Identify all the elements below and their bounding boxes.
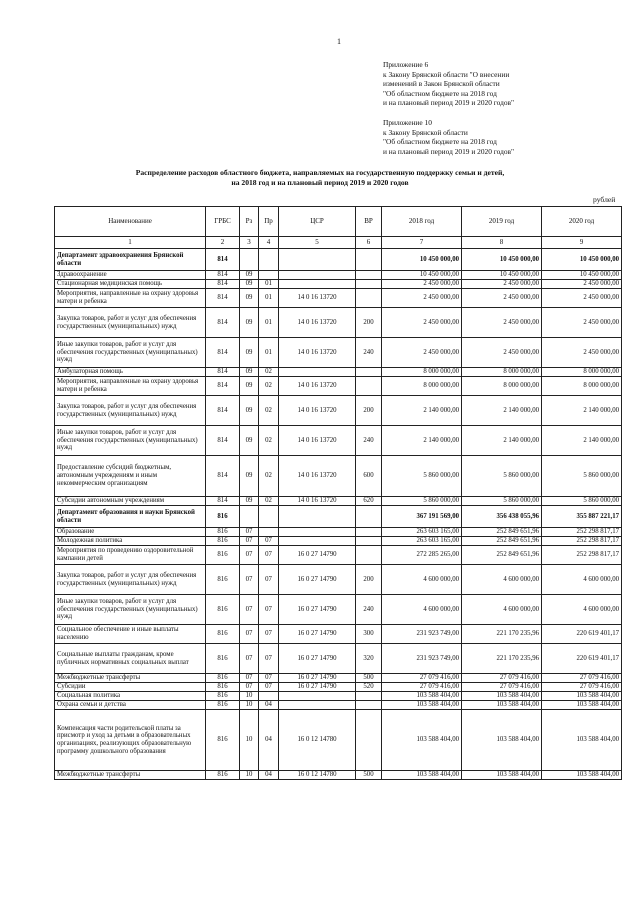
amount-2018: 2 450 000,00 [382, 308, 462, 338]
expense-type-code [356, 701, 382, 710]
amount-2020: 2 450 000,00 [542, 308, 622, 338]
row-name: Мероприятия, направленные на охрану здоровья матери и ребенка [55, 289, 206, 308]
row-name: Социальная политика [55, 692, 206, 701]
amount-2018: 231 923 749,00 [382, 644, 462, 674]
amount-2018: 2 450 000,00 [382, 338, 462, 368]
amount-2020: 103 588 404,00 [542, 701, 622, 710]
amount-2018: 10 450 000,00 [382, 249, 462, 271]
section-code: 09 [240, 338, 259, 368]
subsection-code: 02 [259, 497, 279, 506]
header-cell: ЦСР [279, 207, 356, 237]
table-row [55, 497, 622, 506]
column-number: 1 [55, 237, 206, 249]
amount-2019: 103 588 404,00 [462, 771, 542, 780]
expense-type-code: 200 [356, 308, 382, 338]
section-code: 09 [240, 368, 259, 377]
amount-2019: 27 079 416,00 [462, 674, 542, 683]
row-name: Молодежная политика [55, 537, 206, 546]
table-row [55, 528, 622, 537]
table-row [55, 249, 622, 271]
section-code: 07 [240, 625, 259, 644]
row-name: Закупка товаров, работ и услуг для обеспечения государственных (муниципальных) нужд [55, 565, 206, 595]
amount-2019: 2 450 000,00 [462, 280, 542, 289]
amount-2020: 252 298 817,17 [542, 537, 622, 546]
target-article-code: 16 0 27 14790 [279, 683, 356, 692]
subsection-code: 01 [259, 289, 279, 308]
amount-2019: 252 849 651,96 [462, 537, 542, 546]
amount-2020: 252 298 817,17 [542, 528, 622, 537]
target-article-code [279, 280, 356, 289]
expense-type-code: 240 [356, 338, 382, 368]
section-code: 09 [240, 308, 259, 338]
target-article-code [279, 701, 356, 710]
section-code: 07 [240, 644, 259, 674]
expense-type-code [356, 377, 382, 396]
table-row [55, 456, 622, 497]
subsection-code: 07 [259, 546, 279, 565]
amount-2018: 2 450 000,00 [382, 289, 462, 308]
section-code: 09 [240, 456, 259, 497]
section-code: 09 [240, 377, 259, 396]
grbs-code: 814 [206, 338, 240, 368]
appendix-10-line: "Об областном бюджете на 2018 год [383, 137, 497, 147]
table-row [55, 683, 622, 692]
amount-2020: 4 600 000,00 [542, 595, 622, 625]
grbs-code: 816 [206, 683, 240, 692]
amount-2019: 10 450 000,00 [462, 271, 542, 280]
subsection-code: 07 [259, 625, 279, 644]
amount-2018: 4 600 000,00 [382, 565, 462, 595]
amount-2019: 2 450 000,00 [462, 338, 542, 368]
target-article-code: 16 0 12 14780 [279, 710, 356, 771]
table-row [55, 644, 622, 674]
amount-2020: 27 079 416,00 [542, 683, 622, 692]
amount-2019: 8 000 000,00 [462, 368, 542, 377]
grbs-code: 816 [206, 644, 240, 674]
table-row [55, 674, 622, 683]
expense-type-code: 200 [356, 396, 382, 426]
amount-2018: 5 860 000,00 [382, 456, 462, 497]
table-row [55, 289, 622, 308]
table-row [55, 396, 622, 426]
amount-2018: 8 000 000,00 [382, 377, 462, 396]
row-name: Иные закупки товаров, работ и услуг для обеспечения государственных (муниципальных) нужд [55, 426, 206, 456]
amount-2019: 5 860 000,00 [462, 497, 542, 506]
table-row [55, 625, 622, 644]
section-code: 10 [240, 771, 259, 780]
column-number: 4 [259, 237, 279, 249]
section-code: 07 [240, 565, 259, 595]
grbs-code: 814 [206, 280, 240, 289]
grbs-code: 816 [206, 595, 240, 625]
subsection-code: 02 [259, 456, 279, 497]
row-name: Закупка товаров, работ и услуг для обеспечения государственных (муниципальных) нужд [55, 396, 206, 426]
target-article-code: 14 0 16 13720 [279, 426, 356, 456]
appendix-6-block [383, 60, 514, 108]
amount-2019: 5 860 000,00 [462, 456, 542, 497]
subsection-code: 02 [259, 368, 279, 377]
header-cell: Пр [259, 207, 279, 237]
amount-2019: 4 600 000,00 [462, 565, 542, 595]
subsection-code [259, 506, 279, 528]
grbs-code: 814 [206, 456, 240, 497]
grbs-code: 816 [206, 537, 240, 546]
table-row [55, 771, 622, 780]
row-name: Субсидии автономным учреждениям [55, 497, 206, 506]
row-name: Социальное обеспечение и иные выплаты населению [55, 625, 206, 644]
grbs-code: 816 [206, 565, 240, 595]
target-article-code: 16 0 27 14790 [279, 546, 356, 565]
subsection-code: 04 [259, 701, 279, 710]
amount-2020: 103 588 404,00 [542, 771, 622, 780]
amount-2018: 8 000 000,00 [382, 368, 462, 377]
amount-2019: 2 140 000,00 [462, 396, 542, 426]
expense-type-code [356, 271, 382, 280]
subsection-code: 07 [259, 595, 279, 625]
amount-2020: 2 450 000,00 [542, 280, 622, 289]
appendix-10-line: к Закону Брянской области [383, 127, 468, 137]
grbs-code: 814 [206, 497, 240, 506]
expense-type-code [356, 289, 382, 308]
section-code: 09 [240, 396, 259, 426]
row-name: Департамент здравоохранения Брянской области [55, 249, 206, 271]
appendix-10-line: и на плановый период 2019 и 2020 годов" [383, 146, 515, 156]
amount-2018: 27 079 416,00 [382, 674, 462, 683]
amount-2018: 263 603 165,00 [382, 528, 462, 537]
header-cell: 2020 год [542, 207, 622, 237]
section-code: 09 [240, 497, 259, 506]
section-code: 09 [240, 271, 259, 280]
amount-2020: 2 140 000,00 [542, 396, 622, 426]
grbs-code: 816 [206, 546, 240, 565]
table-row [55, 692, 622, 701]
column-number: 2 [206, 237, 240, 249]
expense-type-code [356, 280, 382, 289]
row-name: Амбулаторная помощь [55, 368, 206, 377]
amount-2020: 2 140 000,00 [542, 426, 622, 456]
amount-2020: 355 887 221,17 [542, 506, 622, 528]
title-line-2: на 2018 год и на плановый период 2019 и 2020 годов [231, 178, 409, 187]
target-article-code: 14 0 16 13720 [279, 308, 356, 338]
row-name: Межбюджетные трансферты [55, 674, 206, 683]
section-code: 09 [240, 426, 259, 456]
row-name: Стационарная медицинская помощь [55, 280, 206, 289]
section-code: 10 [240, 701, 259, 710]
table-row [55, 271, 622, 280]
grbs-code: 816 [206, 701, 240, 710]
target-article-code [279, 368, 356, 377]
amount-2020: 8 000 000,00 [542, 368, 622, 377]
expense-type-code [356, 710, 382, 771]
section-code [240, 506, 259, 528]
subsection-code [259, 249, 279, 271]
amount-2020: 103 588 404,00 [542, 710, 622, 771]
amount-2019: 356 438 055,96 [462, 506, 542, 528]
appendix-6-line: к Закону Брянской области "О внесении [383, 69, 510, 79]
amount-2018: 103 588 404,00 [382, 771, 462, 780]
column-number: 7 [382, 237, 462, 249]
grbs-code: 816 [206, 528, 240, 537]
header-cell: 2019 год [462, 207, 542, 237]
document-title [60, 168, 580, 188]
target-article-code: 16 0 12 14780 [279, 771, 356, 780]
row-name: Департамент образования и науки Брянской области [55, 506, 206, 528]
target-article-code: 16 0 27 14790 [279, 595, 356, 625]
amount-2019: 27 079 416,00 [462, 683, 542, 692]
expense-type-code: 600 [356, 456, 382, 497]
amount-2019: 4 600 000,00 [462, 595, 542, 625]
amount-2018: 272 285 265,00 [382, 546, 462, 565]
subsection-code: 04 [259, 771, 279, 780]
appendix-6-line: Приложение 6 [383, 60, 429, 69]
amount-2019: 2 450 000,00 [462, 289, 542, 308]
row-name: Здравоохранение [55, 271, 206, 280]
amount-2018: 27 079 416,00 [382, 683, 462, 692]
section-code: 10 [240, 692, 259, 701]
grbs-code: 814 [206, 377, 240, 396]
amount-2020: 5 860 000,00 [542, 497, 622, 506]
table-row [55, 595, 622, 625]
target-article-code: 14 0 16 13720 [279, 338, 356, 368]
amount-2018: 103 588 404,00 [382, 692, 462, 701]
amount-2018: 2 140 000,00 [382, 426, 462, 456]
section-code: 07 [240, 537, 259, 546]
section-code [240, 249, 259, 271]
row-name: Социальные выплаты гражданам, кроме публичных нормативных социальных выплат [55, 644, 206, 674]
amount-2018: 103 588 404,00 [382, 710, 462, 771]
appendix-10-block [383, 118, 514, 156]
expense-type-code: 520 [356, 683, 382, 692]
table-row [55, 546, 622, 565]
expense-type-code [356, 368, 382, 377]
amount-2018: 2 140 000,00 [382, 396, 462, 426]
grbs-code: 814 [206, 289, 240, 308]
section-code: 09 [240, 289, 259, 308]
amount-2019: 252 849 651,96 [462, 546, 542, 565]
units-label: рублей [593, 195, 616, 204]
subsection-code: 01 [259, 308, 279, 338]
column-number-row [55, 237, 622, 249]
expense-type-code [356, 249, 382, 271]
expense-type-code [356, 528, 382, 537]
grbs-code: 814 [206, 368, 240, 377]
subsection-code [259, 528, 279, 537]
amount-2020: 5 860 000,00 [542, 456, 622, 497]
column-number: 9 [542, 237, 622, 249]
amount-2019: 10 450 000,00 [462, 249, 542, 271]
amount-2018: 367 191 569,00 [382, 506, 462, 528]
subsection-code: 07 [259, 674, 279, 683]
section-code: 07 [240, 674, 259, 683]
amount-2019: 103 588 404,00 [462, 692, 542, 701]
table-row [55, 565, 622, 595]
target-article-code: 14 0 16 13720 [279, 289, 356, 308]
budget-table [54, 206, 622, 780]
column-number: 6 [356, 237, 382, 249]
page-number: 1 [337, 37, 341, 46]
subsection-code: 01 [259, 338, 279, 368]
section-code: 07 [240, 683, 259, 692]
target-article-code: 16 0 27 14790 [279, 565, 356, 595]
expense-type-code [356, 506, 382, 528]
amount-2018: 2 450 000,00 [382, 280, 462, 289]
expense-type-code: 240 [356, 426, 382, 456]
expense-type-code: 240 [356, 595, 382, 625]
table-row [55, 701, 622, 710]
subsection-code: 04 [259, 710, 279, 771]
subsection-code [259, 271, 279, 280]
amount-2018: 10 450 000,00 [382, 271, 462, 280]
amount-2020: 27 079 416,00 [542, 674, 622, 683]
row-name: Иные закупки товаров, работ и услуг для обеспечения государственных (муниципальных) нужд [55, 338, 206, 368]
grbs-code: 816 [206, 771, 240, 780]
subsection-code: 07 [259, 537, 279, 546]
target-article-code [279, 271, 356, 280]
amount-2020: 8 000 000,00 [542, 377, 622, 396]
expense-type-code: 500 [356, 771, 382, 780]
table-row [55, 338, 622, 368]
amount-2019: 221 170 235,96 [462, 644, 542, 674]
table-row [55, 426, 622, 456]
expense-type-code [356, 537, 382, 546]
grbs-code: 814 [206, 308, 240, 338]
table-row [55, 308, 622, 338]
header-cell: ВР [356, 207, 382, 237]
expense-type-code [356, 546, 382, 565]
amount-2020: 10 450 000,00 [542, 271, 622, 280]
grbs-code: 814 [206, 271, 240, 280]
target-article-code [279, 692, 356, 701]
target-article-code: 14 0 16 13720 [279, 456, 356, 497]
target-article-code: 16 0 27 14790 [279, 644, 356, 674]
expense-type-code: 200 [356, 565, 382, 595]
amount-2019: 103 588 404,00 [462, 710, 542, 771]
row-name: Образование [55, 528, 206, 537]
row-name: Охрана семьи и детства [55, 701, 206, 710]
table-row [55, 377, 622, 396]
expense-type-code [356, 692, 382, 701]
section-code: 07 [240, 546, 259, 565]
appendix-6-line: и на плановый период 2019 и 2020 годов" [383, 98, 515, 108]
target-article-code [279, 528, 356, 537]
row-name: Мероприятия, направленные на охрану здоровья матери и ребенка [55, 377, 206, 396]
amount-2018: 5 860 000,00 [382, 497, 462, 506]
grbs-code: 816 [206, 710, 240, 771]
amount-2018: 263 603 165,00 [382, 537, 462, 546]
table-body [55, 207, 622, 780]
table-row [55, 537, 622, 546]
target-article-code [279, 537, 356, 546]
amount-2020: 220 619 401,17 [542, 625, 622, 644]
amount-2020: 252 298 817,17 [542, 546, 622, 565]
section-code: 10 [240, 710, 259, 771]
subsection-code: 02 [259, 426, 279, 456]
table-row [55, 280, 622, 289]
subsection-code: 02 [259, 377, 279, 396]
target-article-code [279, 249, 356, 271]
appendix-6-line: изменений в Закон Брянской области [383, 79, 500, 89]
header-cell: Рз [240, 207, 259, 237]
section-code: 09 [240, 280, 259, 289]
grbs-code: 816 [206, 674, 240, 683]
amount-2020: 220 619 401,17 [542, 644, 622, 674]
target-article-code [279, 506, 356, 528]
amount-2019: 221 170 235,96 [462, 625, 542, 644]
amount-2018: 103 588 404,00 [382, 701, 462, 710]
amount-2019: 2 450 000,00 [462, 308, 542, 338]
subsection-code: 01 [259, 280, 279, 289]
amount-2020: 10 450 000,00 [542, 249, 622, 271]
amount-2020: 2 450 000,00 [542, 289, 622, 308]
target-article-code: 14 0 16 13720 [279, 497, 356, 506]
appendix-6-line: "Об областном бюджете на 2018 год [383, 88, 497, 98]
subsection-code: 07 [259, 644, 279, 674]
row-name: Субсидии [55, 683, 206, 692]
table-row [55, 368, 622, 377]
table-row [55, 710, 622, 771]
amount-2019: 2 140 000,00 [462, 426, 542, 456]
row-name: Закупка товаров, работ и услуг для обеспечения государственных (муниципальных) нужд [55, 308, 206, 338]
expense-type-code: 620 [356, 497, 382, 506]
title-line-1: Распределение расходов областного бюджета, направляемых на государственную поддержку семьи и детей, [135, 168, 505, 177]
header-cell: 2018 год [382, 207, 462, 237]
amount-2019: 252 849 651,96 [462, 528, 542, 537]
section-code: 07 [240, 595, 259, 625]
amount-2018: 231 923 749,00 [382, 625, 462, 644]
grbs-code: 814 [206, 249, 240, 271]
row-name: Компенсация части родительской платы за присмотр и уход за детьми в образовательных организациях, реализующих образовательную программу дошкольного образования [55, 710, 206, 771]
header-cell: ГРБС [206, 207, 240, 237]
grbs-code: 814 [206, 426, 240, 456]
grbs-code: 816 [206, 506, 240, 528]
expense-type-code: 300 [356, 625, 382, 644]
header-row [55, 207, 622, 237]
expense-type-code: 500 [356, 674, 382, 683]
row-name: Предоставление субсидий бюджетным, автономным учреждениям и иным некоммерческим организациям [55, 456, 206, 497]
amount-2019: 8 000 000,00 [462, 377, 542, 396]
target-article-code: 16 0 27 14790 [279, 674, 356, 683]
amount-2020: 2 450 000,00 [542, 338, 622, 368]
grbs-code: 814 [206, 396, 240, 426]
header-cell: Наименование [55, 207, 206, 237]
column-number: 3 [240, 237, 259, 249]
amount-2020: 103 588 404,00 [542, 692, 622, 701]
table-row [55, 506, 622, 528]
target-article-code: 16 0 27 14790 [279, 625, 356, 644]
section-code: 07 [240, 528, 259, 537]
amount-2018: 4 600 000,00 [382, 595, 462, 625]
amount-2020: 4 600 000,00 [542, 565, 622, 595]
row-name: Мероприятия по проведению оздоровительной кампании детей [55, 546, 206, 565]
row-name: Иные закупки товаров, работ и услуг для обеспечения государственных (муниципальных) нужд [55, 595, 206, 625]
appendix-10-line: Приложение 10 [383, 118, 432, 127]
amount-2019: 103 588 404,00 [462, 701, 542, 710]
subsection-code [259, 692, 279, 701]
row-name: Межбюджетные трансферты [55, 771, 206, 780]
expense-type-code: 320 [356, 644, 382, 674]
column-number: 5 [279, 237, 356, 249]
grbs-code: 816 [206, 625, 240, 644]
subsection-code: 07 [259, 565, 279, 595]
target-article-code: 14 0 16 13720 [279, 377, 356, 396]
column-number: 8 [462, 237, 542, 249]
subsection-code: 02 [259, 396, 279, 426]
subsection-code: 07 [259, 683, 279, 692]
grbs-code: 816 [206, 692, 240, 701]
target-article-code: 14 0 16 13720 [279, 396, 356, 426]
